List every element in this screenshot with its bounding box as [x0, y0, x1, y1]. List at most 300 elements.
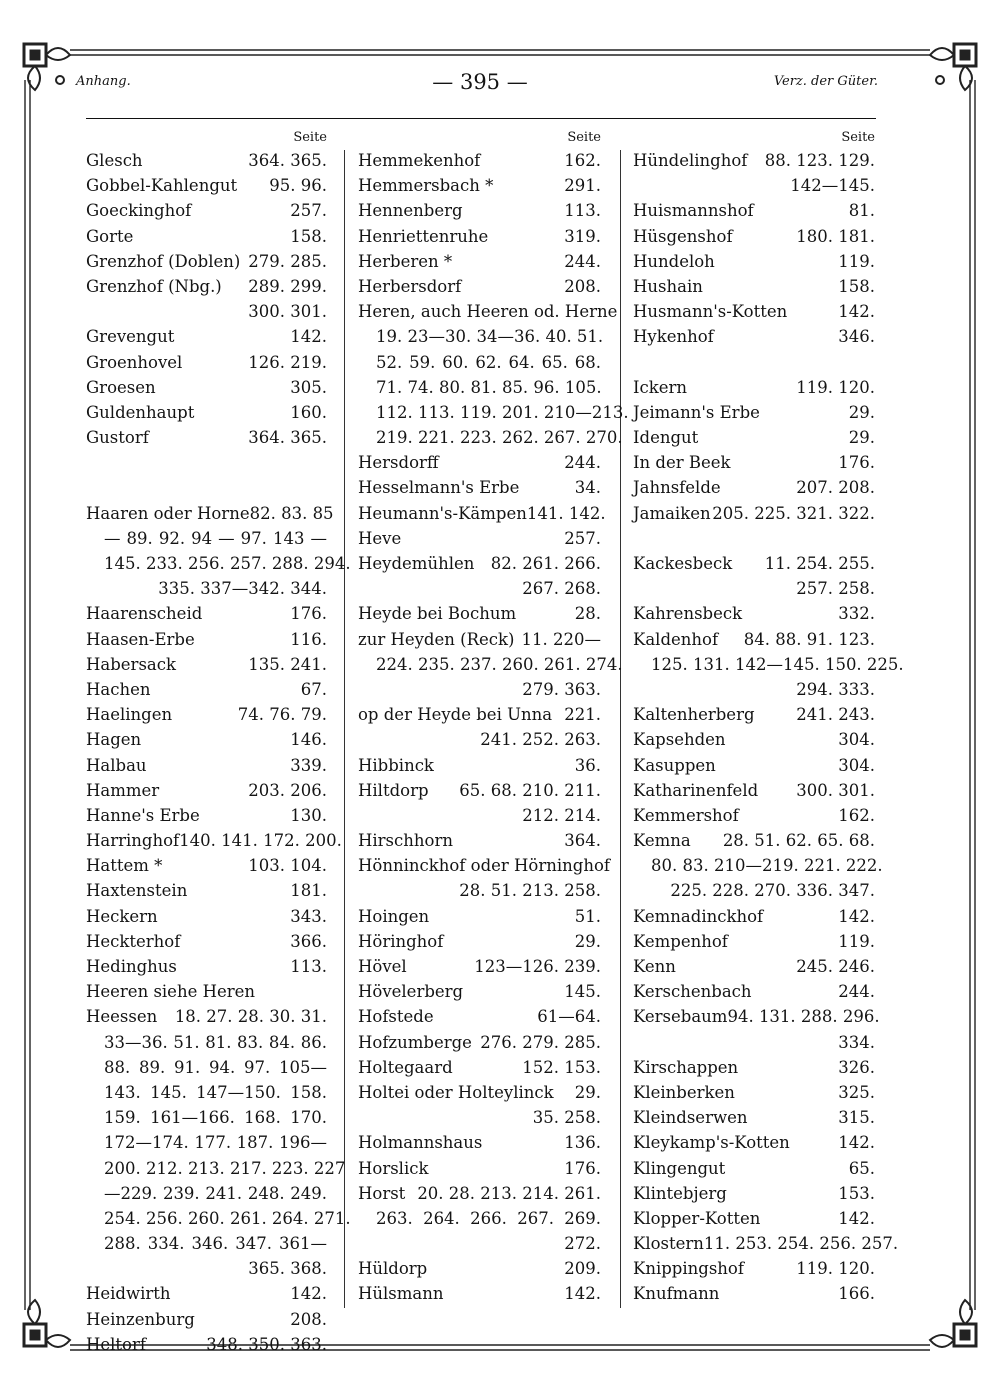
index-entry: [633, 274, 875, 299]
index-entry: [633, 551, 875, 576]
entry-term: Klingengut: [633, 1158, 726, 1178]
entry-pages: 244.: [564, 453, 601, 473]
index-entry: [86, 929, 327, 954]
entry-pages: 176.: [290, 604, 327, 624]
entry-pages: 119. 120.: [796, 377, 875, 397]
entry-term: Hachen: [86, 679, 151, 699]
entry-pages: 130.: [290, 805, 327, 825]
entry-term: Kahrensbeck: [633, 604, 743, 624]
entry-term: Grevengut: [86, 327, 175, 347]
index-entry: [633, 501, 875, 526]
index-entry: [86, 979, 327, 1004]
entry-continuation: 279. 363.: [522, 679, 601, 699]
entry-continuation: 142—145.: [790, 176, 875, 196]
entry-pages: 82. 261. 266.: [490, 554, 601, 573]
entry-pages: 291.: [564, 176, 601, 196]
entry-term: Hövelerberg: [358, 982, 464, 1002]
entry-term: Hemmekenhof: [358, 151, 481, 170]
index-entry: [86, 878, 327, 903]
index-entry: [358, 224, 601, 249]
index-entry: [358, 501, 606, 526]
index-entry: [358, 778, 601, 803]
entry-continuation: 335. 337—342. 344.: [158, 579, 327, 599]
entry-pages: 141. 142.: [526, 503, 606, 523]
entry-term: Ickern: [633, 377, 688, 397]
entry-pages: 119.: [838, 931, 875, 951]
index-entry: [358, 929, 601, 954]
entry-pages: 123—126. 239.: [474, 957, 601, 976]
entry-continuation: 257. 258.: [796, 579, 875, 599]
index-entry: [358, 274, 601, 299]
entry-pages: 142.: [838, 1133, 875, 1153]
index-entry: [86, 350, 327, 375]
index-column-1: [86, 128, 351, 1354]
entry-pages: 364. 365.: [248, 428, 327, 448]
index-entry: [358, 450, 601, 475]
index-entry: [633, 753, 875, 778]
entry-term: Gobbel-Kahlengut: [86, 176, 238, 196]
entry-term: Glesch: [86, 151, 143, 170]
index-entry: [358, 904, 601, 929]
running-head-left: Anhang.: [76, 74, 131, 89]
entry-term: Kemna: [633, 831, 691, 851]
index-column-3: [633, 128, 904, 1308]
entry-term: Gustorf: [86, 428, 149, 448]
entry-continuation: 225. 228. 270. 336. 347.: [670, 881, 875, 901]
index-entry: [86, 627, 327, 652]
index-entry: [86, 753, 327, 778]
entry-continuation: 294. 333.: [796, 679, 875, 699]
entry-term: Horst: [358, 1183, 406, 1203]
index-entry: [633, 224, 875, 249]
index-entry: [358, 1080, 601, 1105]
entry-continuation: 71. 74. 80. 81. 85. 96. 105.: [376, 377, 602, 397]
entry-continuation: 267. 268.: [522, 579, 601, 599]
entry-term: Heinzenburg: [86, 1309, 195, 1329]
entry-term: Jahnsfelde: [633, 478, 721, 498]
index-entry: [86, 224, 327, 249]
entry-pages: 203. 206.: [248, 780, 327, 800]
corner-ornament-top-left: [24, 44, 70, 90]
index-entry: [633, 249, 875, 274]
entry-pages: 18. 27. 28. 30. 31.: [174, 1007, 327, 1027]
entry-term: Holtegaard: [358, 1057, 453, 1077]
entry-term: Haarenscheid: [86, 604, 203, 624]
entry-pages: 332.: [838, 604, 875, 624]
index-entry: [633, 425, 875, 450]
index-entry: [633, 1256, 875, 1281]
corner-ornament-bottom-left: [24, 1300, 70, 1347]
entry-pages: 88. 123. 129.: [764, 151, 875, 170]
entry-term: Haasen-Erbe: [86, 629, 195, 649]
entry-pages: 51.: [574, 906, 601, 926]
index-entry: [86, 828, 342, 853]
entry-term: Höringhof: [358, 931, 444, 951]
index-entry: [633, 601, 875, 626]
index-entry: [633, 1231, 899, 1256]
index-entry: [633, 1156, 875, 1181]
entry-pages: 180. 181.: [796, 226, 875, 246]
entry-term: Heckern: [86, 906, 158, 926]
entry-term: In der Beek: [633, 453, 731, 473]
index-entry: [86, 148, 327, 173]
index-entry: [633, 299, 875, 324]
index-entry: [86, 1281, 327, 1306]
index-entry: [633, 954, 875, 979]
entry-pages: 135. 241.: [248, 654, 327, 674]
entry-term: Hibbinck: [358, 755, 434, 775]
entry-pages: 205. 225. 321. 322.: [712, 503, 875, 523]
entry-continuation: 145. 233. 256. 257. 288. 294.: [104, 554, 351, 573]
index-entry: [86, 954, 327, 979]
entry-pages: 113.: [290, 957, 327, 976]
entry-pages: 11. 254. 255.: [764, 554, 875, 573]
entry-term: zur Heyden (Reck): [358, 629, 515, 649]
entry-pages: 315.: [838, 1108, 875, 1128]
index-entry: [86, 803, 327, 828]
entry-continuation: —229. 239. 241. 248. 249.: [104, 1183, 327, 1203]
entry-continuation: 288. 334. 346. 347. 361—: [104, 1234, 327, 1254]
entry-pages: 67.: [300, 679, 327, 699]
index-entry: [86, 904, 327, 929]
entry-continuation: 365. 368.: [248, 1259, 327, 1279]
index-entry: [633, 1130, 875, 1155]
index-entry: [358, 148, 601, 173]
entry-pages: 119. 120.: [796, 1259, 875, 1279]
index-entry: [633, 1105, 875, 1130]
index-entry: [358, 753, 601, 778]
index-entry: [86, 1004, 327, 1029]
entry-term: Jeimann's Erbe: [633, 402, 760, 422]
entry-pages: 364. 365.: [248, 151, 327, 170]
entry-term: Grenzhof (Doblen): [86, 251, 241, 271]
index-entry: [86, 425, 327, 450]
entry-pages: 326.: [838, 1057, 875, 1077]
entry-continuation: 112. 113. 119. 201. 210—213.: [376, 402, 629, 422]
index-entry: [358, 979, 601, 1004]
entry-term: Groesen: [86, 377, 156, 397]
entry-pages: 348. 350. 363.: [206, 1334, 327, 1354]
entry-continuation: — 89. 92. 94 — 97. 143 —: [104, 528, 327, 548]
entry-pages: 82. 83. 85: [249, 503, 334, 523]
entry-pages: 142.: [290, 327, 327, 347]
entry-term: Heckterhof: [86, 931, 181, 951]
entry-pages: 84. 88. 91. 123.: [743, 629, 875, 649]
entry-term: Heve: [358, 528, 402, 548]
entry-pages: 276. 279. 285.: [480, 1032, 601, 1052]
entry-term: Kenn: [633, 957, 676, 976]
entry-pages: 245. 246.: [796, 957, 875, 976]
entry-pages: 145.: [564, 982, 601, 1002]
entry-term: Jamaiken: [633, 503, 711, 523]
index-entry: Heren, auch Heeren od. Herne: [358, 302, 618, 322]
entry-term: Knippingshof: [633, 1259, 744, 1279]
entry-term: Groenhovel: [86, 352, 183, 372]
entry-pages: 29.: [848, 428, 875, 448]
entry-term: Heessen: [86, 1007, 158, 1027]
entry-pages: 113.: [564, 201, 601, 221]
index-entry: [633, 1181, 875, 1206]
entry-pages: 74. 76. 79.: [237, 705, 327, 725]
entry-pages: 146.: [290, 730, 327, 750]
entry-pages: 257.: [564, 528, 601, 548]
entry-pages: 305.: [290, 377, 327, 397]
entry-pages: 339.: [290, 755, 327, 775]
entry-pages: 65.: [848, 1158, 875, 1178]
index-entry: [358, 551, 601, 576]
index-column-2: [358, 128, 629, 1308]
entry-pages: 142.: [290, 1284, 327, 1304]
index-entry: [86, 400, 327, 425]
entry-term: Hemmersbach *: [358, 176, 494, 196]
index-entry: [86, 601, 327, 626]
entry-term: Kempenhof: [633, 931, 728, 951]
entry-pages: 208.: [564, 276, 601, 296]
index-entry: [86, 324, 327, 349]
index-entry: [633, 727, 875, 752]
entry-pages: 140. 141. 172. 200.: [179, 831, 342, 851]
blank-line: [633, 526, 875, 551]
entry-pages: 244.: [564, 251, 601, 271]
entry-term: Knufmann: [633, 1284, 720, 1304]
entry-term: op der Heyde bei Unna: [358, 705, 553, 725]
index-entry: [86, 173, 327, 198]
index-entry: [633, 904, 875, 929]
entry-pages: 20. 28. 213. 214. 261.: [417, 1183, 601, 1203]
entry-term: Halbau: [86, 755, 147, 775]
entry-pages: 142.: [838, 302, 875, 322]
entry-continuation: 224. 235. 237. 260. 261. 274.: [376, 654, 623, 674]
page-number: — 395 —: [432, 70, 528, 94]
index-entry: [358, 1256, 601, 1281]
seite-label: Seite: [567, 130, 601, 145]
entry-continuation: 143. 145. 147—150. 158.: [104, 1082, 327, 1102]
index-entry: [633, 778, 875, 803]
index-entry: [358, 173, 601, 198]
entry-pages: 95. 96.: [269, 176, 327, 196]
entry-pages: 65. 68. 210. 211.: [459, 780, 601, 800]
index-entry: [86, 702, 327, 727]
entry-term: Heydemühlen: [358, 554, 475, 573]
entry-continuation: 35. 258.: [532, 1108, 601, 1128]
index-entry: [358, 1281, 601, 1306]
entry-pages: 142.: [838, 906, 875, 926]
entry-pages: 29.: [574, 1082, 601, 1102]
entry-term: Heyde bei Bochum: [358, 604, 517, 624]
entry-pages: 257.: [290, 201, 327, 221]
entry-continuation: 263. 264. 266. 267. 269.: [376, 1208, 601, 1228]
entry-pages: 11. 253. 254. 256. 257.: [703, 1234, 899, 1254]
index-entry: [633, 400, 875, 425]
entry-pages: 343.: [290, 906, 327, 926]
entry-term: Kleykamp's-Kotten: [633, 1133, 790, 1153]
entry-pages: 244.: [838, 982, 875, 1002]
index-entry: [358, 828, 601, 853]
entry-pages: 176.: [564, 1158, 601, 1178]
entry-continuation: 300. 301.: [248, 302, 327, 322]
entry-continuation: 52. 59. 60. 62. 64. 65. 68.: [376, 352, 601, 372]
entry-term: Gorte: [86, 226, 134, 246]
entry-continuation: 219. 221. 223. 262. 267. 270.: [376, 428, 623, 448]
index-entry: [86, 198, 327, 223]
index-entry: [358, 1156, 601, 1181]
index-entry: [86, 1332, 327, 1357]
entry-term: Herbersdorf: [358, 276, 462, 296]
entry-term: Haaren oder Horne: [86, 503, 250, 523]
entry-term: Holtei oder Holteylinck: [358, 1082, 554, 1102]
entry-pages: 166.: [838, 1284, 875, 1304]
entry-term: Hesselmann's Erbe: [358, 478, 520, 498]
entry-term: Herberen *: [358, 251, 453, 271]
index-entry: [633, 803, 875, 828]
entry-pages: 279. 285.: [248, 251, 327, 271]
entry-term: Hersdorff: [358, 453, 439, 473]
entry-term: Grenzhof (Nbg.): [86, 276, 222, 296]
corner-ornament-bottom-right: [930, 1300, 976, 1347]
entry-term: Klostern: [633, 1234, 704, 1254]
entry-term: Habersack: [86, 654, 176, 674]
entry-continuation: 28. 51. 213. 258.: [459, 881, 601, 901]
entry-pages: 116.: [290, 629, 327, 649]
entry-term: Katharinenfeld: [633, 780, 759, 800]
entry-pages: 176.: [838, 453, 875, 473]
index-entry: [633, 375, 875, 400]
column-divider: [344, 150, 345, 1308]
entry-term: Klintebjerg: [633, 1183, 727, 1203]
entry-pages: 325.: [838, 1082, 875, 1102]
entry-continuation: 159. 161—166. 168. 170.: [104, 1108, 327, 1128]
entry-continuation: 212. 214.: [522, 805, 601, 825]
index-entry: [358, 1181, 601, 1206]
index-entry: [633, 198, 875, 223]
entry-pages: 29.: [848, 402, 875, 422]
entry-term: Kaltenherberg: [633, 705, 755, 725]
blank-line: [86, 475, 327, 500]
entry-continuation: 241. 252. 263.: [480, 730, 601, 750]
entry-term: Haxtenstein: [86, 881, 188, 901]
index-entry: [86, 1307, 327, 1332]
entry-pages: 160.: [290, 402, 327, 422]
entry-pages: 162.: [564, 151, 601, 170]
entry-pages: 241. 243.: [796, 705, 875, 725]
entry-term: Idengut: [633, 428, 699, 448]
entry-pages: 162.: [838, 805, 875, 825]
entry-term: Heumann's-Kämpen: [358, 503, 527, 523]
entry-pages: 81.: [848, 201, 875, 221]
entry-pages: 94. 131. 288. 296.: [727, 1007, 880, 1027]
entry-pages: 152. 153.: [522, 1057, 601, 1077]
corner-ornament-top-right: [930, 44, 976, 90]
index-entry: [358, 249, 601, 274]
entry-continuation: 334.: [838, 1032, 875, 1052]
entry-pages: 11. 220—: [521, 629, 601, 649]
entry-term: Hülsmann: [358, 1284, 444, 1304]
entry-continuation: 33—36. 51. 81. 83. 84. 86.: [104, 1032, 327, 1052]
entry-term: Huismannshof: [633, 201, 754, 221]
entry-term: Guldenhaupt: [86, 402, 195, 422]
entry-continuation: 125. 131. 142—145. 150. 225.: [651, 654, 904, 674]
entry-pages: 158.: [838, 276, 875, 296]
column-divider: [620, 150, 621, 1308]
entry-term: Henriettenruhe: [358, 226, 489, 246]
entry-term: Kackesbeck: [633, 554, 733, 573]
index-entry: [358, 1055, 601, 1080]
entry-pages: 289. 299.: [248, 276, 327, 296]
index-entry: [633, 828, 875, 853]
entry-pages: 158.: [290, 226, 327, 246]
entry-term: Hoingen: [358, 906, 430, 926]
entry-term: Kerschenbach: [633, 982, 752, 1002]
index-entry: [358, 627, 601, 652]
index-entry: [633, 1281, 875, 1306]
index-entry: [633, 979, 875, 1004]
entry-term: Heeren siehe Heren: [86, 982, 256, 1002]
entry-term: Hanne's Erbe: [86, 805, 200, 825]
index-entry: [358, 702, 601, 727]
index-entry: [358, 601, 601, 626]
entry-continuation: 172—174. 177. 187. 196—: [104, 1133, 327, 1153]
index-entry: [86, 501, 334, 526]
index-entry: [633, 1080, 875, 1105]
entry-pages: 153.: [838, 1183, 875, 1203]
running-head-right: Verz. der Güter.: [773, 74, 878, 89]
entry-continuation: 88. 89. 91. 94. 97. 105—: [104, 1057, 327, 1077]
index-entry: [358, 1130, 601, 1155]
entry-term: Klopper-Kotten: [633, 1208, 761, 1228]
index-entry: [633, 627, 875, 652]
index-entry: [633, 1206, 875, 1231]
entry-term: Hattem *: [86, 856, 163, 876]
entry-term: Hundeloh: [633, 251, 715, 271]
entry-pages: 136.: [564, 1133, 601, 1153]
entry-term: Horslick: [358, 1158, 429, 1178]
entry-term: Heidwirth: [86, 1284, 171, 1304]
index-entry: [86, 274, 327, 299]
entry-pages: 319.: [564, 226, 601, 246]
entry-term: Hüldorp: [358, 1259, 428, 1279]
entry-term: Kemmershof: [633, 805, 739, 825]
entry-pages: 119.: [838, 251, 875, 271]
entry-continuation: 80. 83. 210—219. 221. 222.: [651, 856, 883, 876]
entry-continuation: 272.: [564, 1234, 601, 1254]
entry-term: Haelingen: [86, 705, 173, 725]
index-entry: [633, 450, 875, 475]
entry-term: Kersebaum: [633, 1007, 728, 1027]
entry-term: Holmannshaus: [358, 1133, 483, 1153]
entry-pages: 304.: [838, 730, 875, 750]
seite-label: Seite: [293, 130, 327, 145]
entry-pages: 28. 51. 62. 65. 68.: [722, 831, 875, 851]
entry-term: Hushain: [633, 276, 703, 296]
entry-pages: 142.: [564, 1284, 601, 1304]
entry-term: Harringhof: [86, 831, 180, 851]
entry-term: Heltorf: [86, 1334, 146, 1354]
entry-continuation: 19. 23—30. 34—36. 40. 51.: [376, 327, 604, 347]
index-entry: [86, 677, 327, 702]
index-entry: [633, 475, 875, 500]
entry-pages: 207. 208.: [796, 478, 875, 498]
index-entry: [633, 1004, 880, 1029]
entry-pages: 346.: [838, 327, 875, 347]
entry-term: Hövel: [358, 957, 407, 976]
entry-term: Hündelinghof: [633, 151, 748, 170]
index-entry: Hönninckhof oder Hörninghof: [358, 856, 610, 876]
entry-term: Hofzumberge: [358, 1032, 472, 1052]
entry-continuation: 200. 212. 213. 217. 223. 227: [104, 1158, 346, 1178]
index-entry: [358, 198, 601, 223]
entry-pages: 304.: [838, 755, 875, 775]
index-entry: [633, 1055, 875, 1080]
